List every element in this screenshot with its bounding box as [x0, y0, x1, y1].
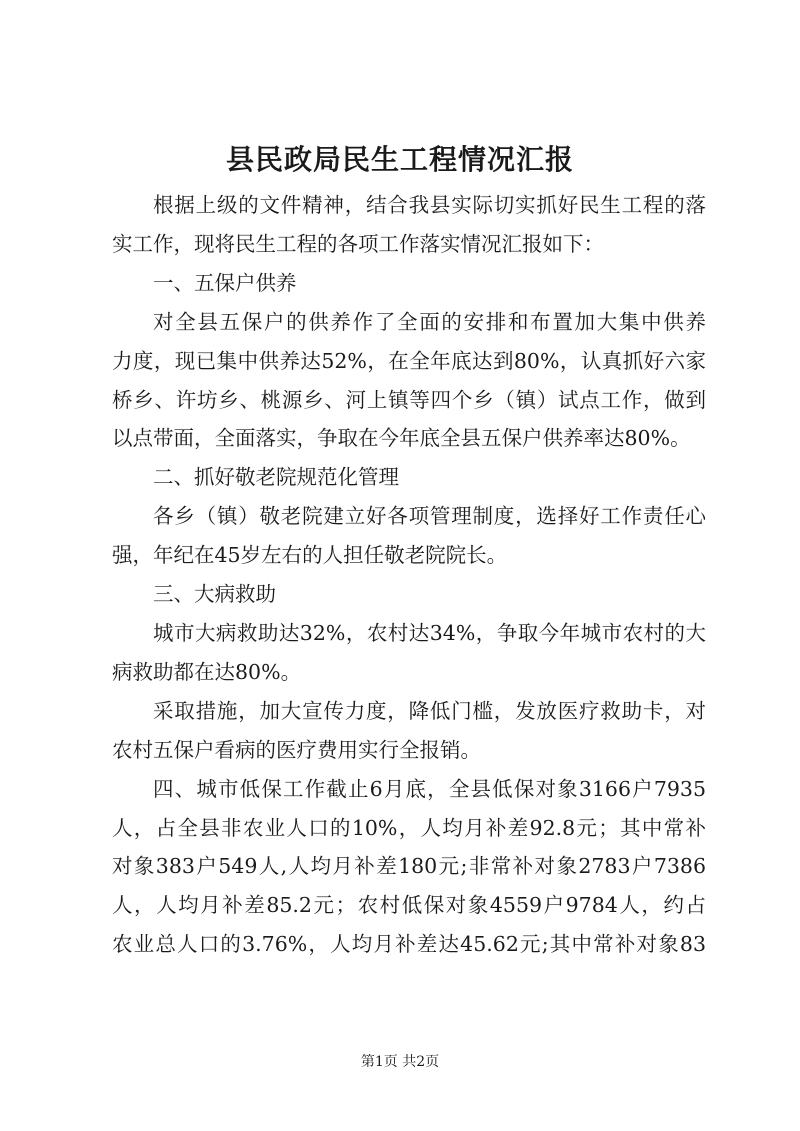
body-line: 采取措施，加大宣传力度，降低门槛，发放医疗救助卡，对 [153, 698, 706, 723]
document-body [112, 186, 706, 964]
body-line: 农村五保户看病的医疗费用实行全报销。 [112, 737, 481, 762]
body-line: 以点带面，全面落实，争取在今年底全县五保户供养率达80%。 [112, 426, 691, 451]
body-line: 实工作，现将民生工程的各项工作落实情况汇报如下： [112, 231, 604, 256]
section-heading: 一、五保户供养 [153, 270, 297, 295]
section-heading: 二、抓好敬老院规范化管理 [153, 465, 399, 490]
document-title: 县民政局民生工程情况汇报 [225, 143, 574, 176]
body-line: 人，占全县非农业人口的10%，人均月补差92.8元；其中常补 [112, 815, 706, 840]
body-line: 强，年纪在45岁左右的人担任敬老院院长。 [112, 543, 508, 568]
body-line: 桥乡、许坊乡、桃源乡、河上镇等四个乡（镇）试点工作，做到 [112, 387, 706, 412]
body-line: 根据上级的文件精神，结合我县实际切实抓好民生工程的落 [153, 193, 706, 217]
section-heading: 三、大病救助 [153, 582, 276, 607]
body-line: 农业总人口的3.76%，人均月补差达45.62元;其中常补对象83 [112, 932, 706, 957]
body-line: 对全县五保户的供养作了全面的安排和布置加大集中供养 [153, 309, 706, 334]
body-line: 对象383户549人,人均月补差180元;非常补对象2783户7386 [112, 854, 706, 879]
body-line: 城市大病救助达32%，农村达34%，争取今年城市农村的大 [153, 620, 706, 645]
body-line: 各乡（镇）敬老院建立好各项管理制度，选择好工作责任心 [153, 504, 706, 529]
body-line: 四、城市低保工作截止6月底，全县低保对象3166户7935 [153, 776, 706, 801]
body-line: 人，人均月补差85.2元；农村低保对象4559户9784人，约占 [112, 893, 706, 918]
body-line: 力度，现已集中供养达52%，在全年底达到80%，认真抓好六家 [112, 348, 706, 373]
body-line: 病救助都在达80%。 [112, 659, 302, 684]
page-footer: 第1页 共2页 [360, 1054, 440, 1070]
